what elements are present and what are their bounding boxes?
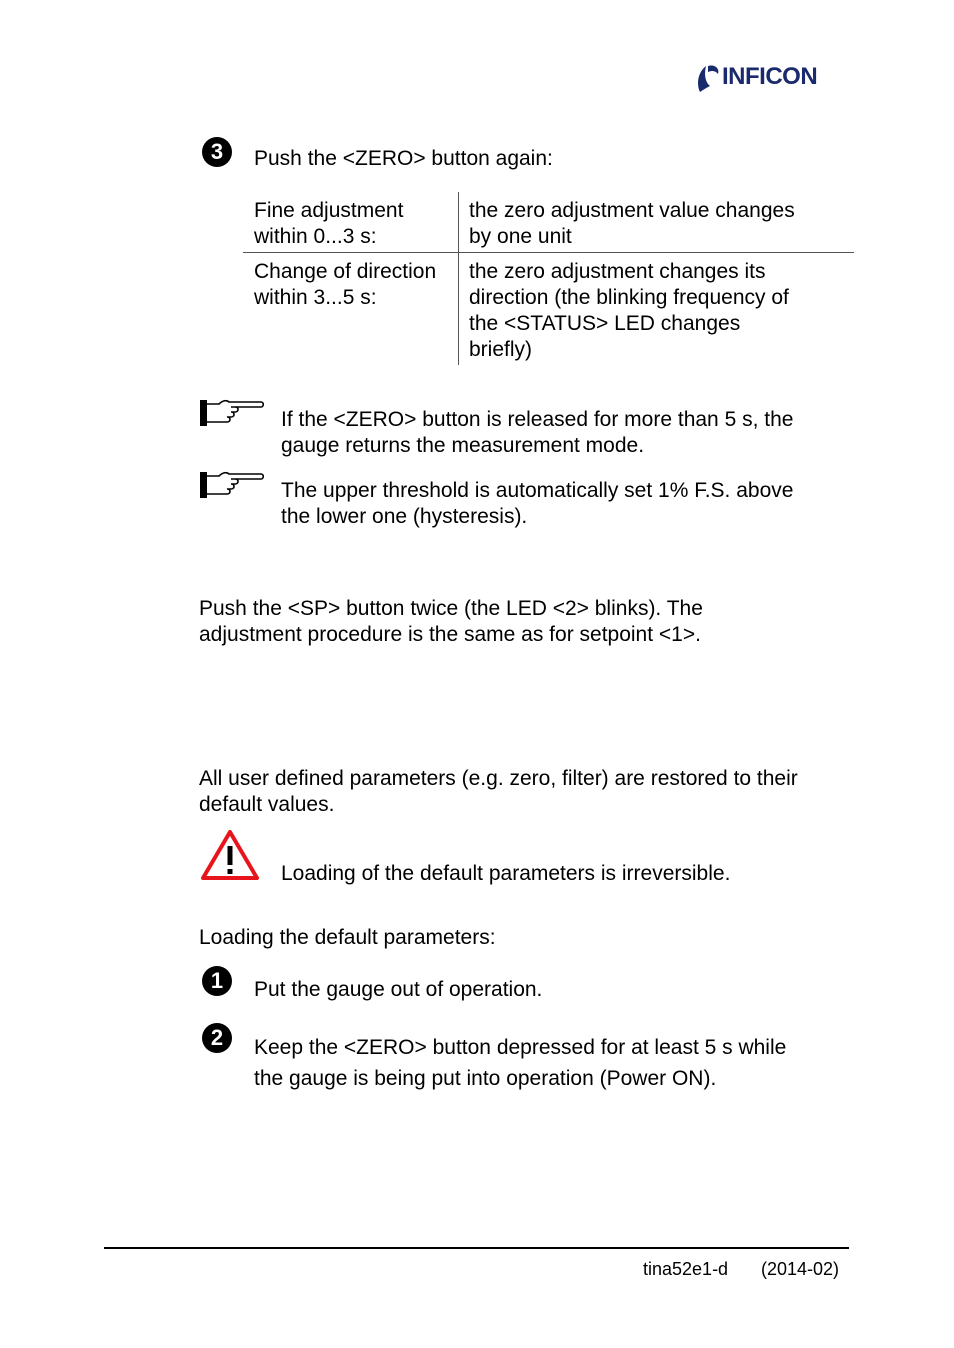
table-cell-left: Change of direction within 3...5 s: xyxy=(243,253,459,365)
table-row xyxy=(243,192,854,253)
warning-triangle-icon xyxy=(199,828,261,882)
pointing-hand-icon xyxy=(199,470,265,500)
setpoint-paragraph: Push the <SP> button twice (the LED <2> blinks). The adjustment procedure is the same as for setpoint <1>. xyxy=(199,597,703,646)
warning-text: Loading of the default parameters is irreversible. xyxy=(281,862,731,885)
step-2-text: Keep the <ZERO> button depressed for at least 5 s while the gauge is being put into operation (Power ON). xyxy=(254,1036,787,1090)
table-row xyxy=(243,253,854,365)
inficon-logo xyxy=(694,62,818,96)
step-1-text: Put the gauge out of operation. xyxy=(254,978,543,1001)
zero-adjustment-table xyxy=(243,192,854,365)
inficon-logo-mark xyxy=(694,62,722,96)
loading-heading: Loading the default parameters: xyxy=(199,926,496,949)
footer-rule xyxy=(104,1247,849,1249)
step-number-icon: 2 xyxy=(202,1023,232,1053)
defaults-paragraph: All user defined parameters (e.g. zero, filter) are restored to their default values. xyxy=(199,767,798,816)
table-cell-right: the zero adjustment changes its direction (the blinking frequency of the <STATUS> LED changes briefly) xyxy=(469,260,789,361)
step-number-icon: 1 xyxy=(202,966,232,996)
step-number-icon: 3 xyxy=(202,137,232,167)
step-3-text: Push the <ZERO> button again: xyxy=(254,147,553,170)
pointing-hand-icon xyxy=(199,398,265,428)
table-cell-right: the zero adjustment value changes by one unit xyxy=(469,199,795,248)
table-cell-left: Fine adjustment within 0...3 s: xyxy=(243,192,459,252)
note-text: The upper threshold is automatically set 1% F.S. above the lower one (hysteresis). xyxy=(281,479,794,528)
footer-date: (2014-02) xyxy=(761,1259,840,1279)
note-text: If the <ZERO> button is released for more than 5 s, the gauge returns the measurement mode. xyxy=(281,408,794,457)
footer-doc-id: tina52e1-d xyxy=(643,1259,729,1279)
brand-name: INFICON xyxy=(722,63,818,90)
